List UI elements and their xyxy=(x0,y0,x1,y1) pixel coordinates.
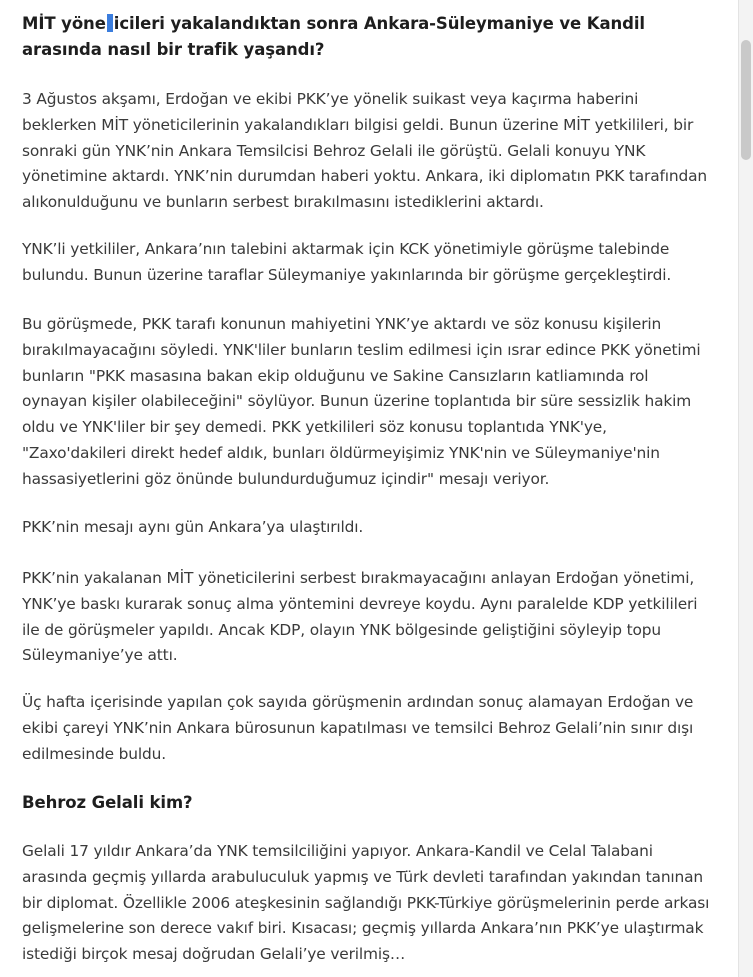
paragraph-3: Bu görüşmede, PKK tarafı konunun mahiyetini YNK’ye aktardı ve söz konusu kişilerin bırakılmayacağını söyledi. YNK'liler bunların teslim edilmesi için ısrar edince PKK yönetimi bunların "PKK masasına bakan ekip olduğunu ve Sakine Cansızların katliamında rol oynayan kişiler olabileceğini" söylüyor. Bunun üzerine toplantıda bir süre sessizlik hakim oldu ve YNK'liler bir şey demedi. PKK yetkilileri söz konusu toplantıda YNK'ye, "Zaxo'dakileri direkt hedef aldık, bunları öldürmeyişimiz YNK'nin ve Süleymaniye'nin hassasiyetlerini göz önünde bulundurduğumuz içindir" mesajı veriyor. xyxy=(22,315,701,488)
paragraph-5: PKK’nin yakalanan MİT yöneticilerini serbest bırakmayacağını anlayan Erdoğan yönetimi, YNK’ye baskı kurarak sonuç alma yöntemini devreye koydu. Aynı paralelde KDP yetkilileri ile de görüşmeler yapıldı. Ancak KDP, olayın YNK bölgesinde geliştiğini söyleyip topu Süleymaniye’ye attı. xyxy=(22,569,698,665)
scrollbar-track[interactable] xyxy=(738,0,753,977)
paragraph-2: YNK’li yetkililer, Ankara’nın talebini aktarmak için KCK yönetimiyle görüşme talebinde bulundu. Bunun üzerine taraflar Süleymaniye yakınlarında bir görüşme gerçekleştirdi. xyxy=(22,240,672,284)
paragraph-1: 3 Ağustos akşamı, Erdoğan ve ekibi PKK’ye yönelik suikast veya kaçırma haberini beklerken MİT yöneticilerinin yakalandıkları bilgisi geldi. Bunun üzerine MİT yetkilileri, bir sonraki gün YNK’nin Ankara Temsilcisi Behroz Gelali ile görüştü. Gelali konuyu YNK yönetimine aktardı. YNK’nin durumdan haberi yoktu. Ankara, iki diplomatın PKK tarafından alıkonulduğunu ve bunların serbest bırakılmasını istediklerini aktardı. xyxy=(22,90,708,212)
text-selection-cursor xyxy=(107,14,113,32)
heading-text-end: icileri yakalandıktan sonra Ankara-Süleymaniye ve Kandil arasında nasıl bir trafik yaşandı? xyxy=(22,14,645,59)
section-heading-behroz: Behroz Gelali kim? xyxy=(22,793,193,812)
scrollbar-thumb[interactable] xyxy=(741,40,751,160)
heading-text-start: MİT yöne xyxy=(22,14,106,33)
paragraph-7: Gelali 17 yıldır Ankara’da YNK temsilciliğini yapıyor. Ankara-Kandil ve Celal Talabani arasında geçmiş yıllarda arabuluculuk yapmış ve Türk devleti tarafından yakından tanınan bir diplomat. Özellikle 2006 ateşkesinin sağlandığı PKK-Türkiye görüşmelerinin perde arkası gelişmelerine son derece vakıf biri. Kısacası; geçmiş yıllarda Ankara’nın PKK’ye ulaştırmak istediği birçok mesaj doğrudan Gelali’ye verilmiş… xyxy=(22,842,710,964)
paragraph-6: Üç hafta içerisinde yapılan çok sayıda görüşmenin ardından sonuç alamayan Erdoğan ve ekibi çareyi YNK’nin Ankara bürosunun kapatılması ve temsilci Behroz Gelali’nin sınır dışı edilmesinde buldu. xyxy=(22,693,694,763)
paragraph-4: PKK’nin mesajı aynı gün Ankara’ya ulaştırıldı. xyxy=(22,518,364,536)
section-heading-traffic xyxy=(22,11,712,63)
